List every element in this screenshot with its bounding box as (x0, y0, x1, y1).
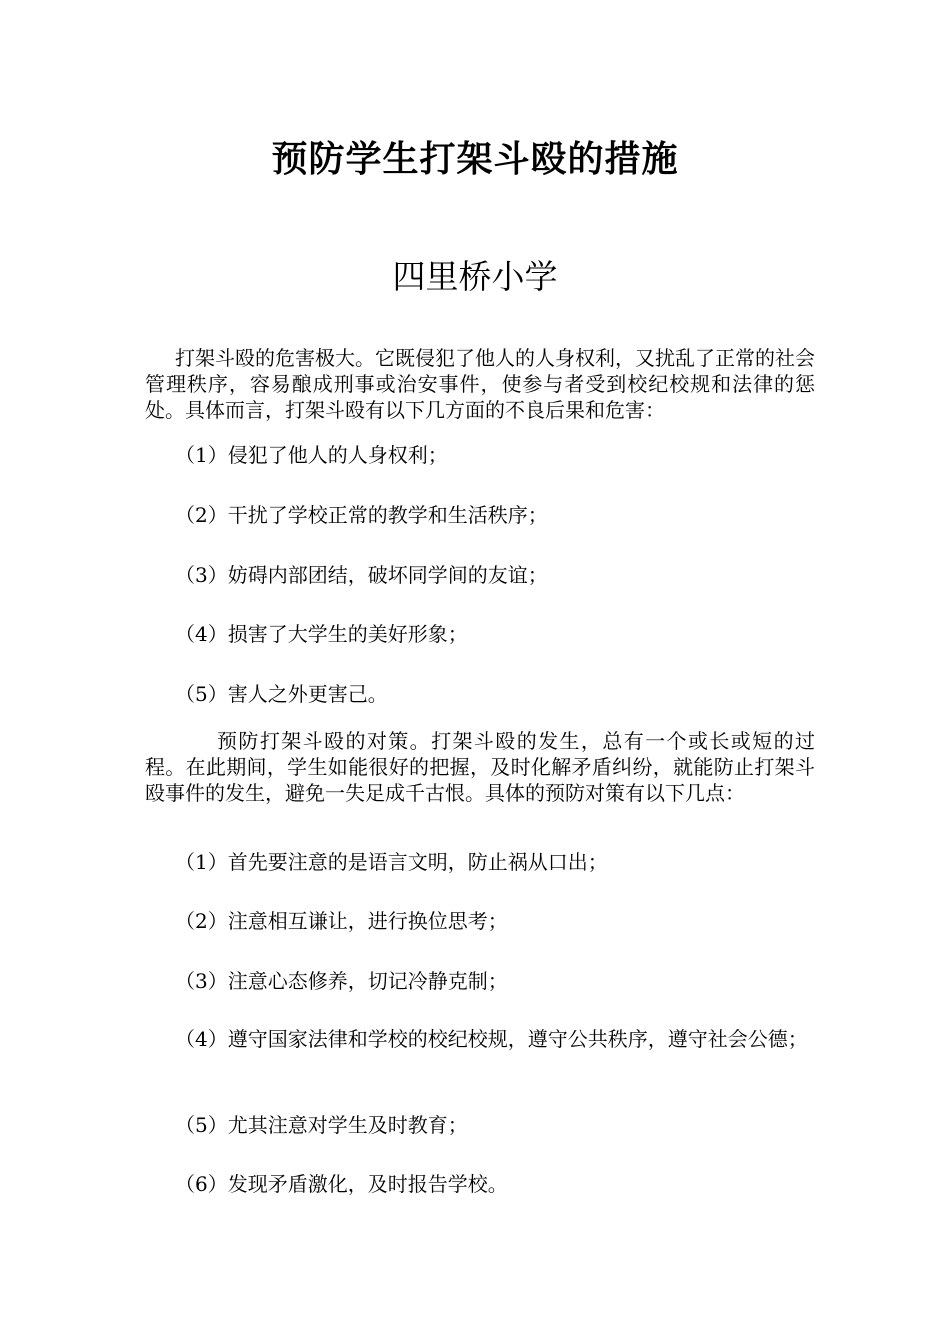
harm-item-5: （5）害人之外更害己。 (175, 682, 388, 706)
measure-item-3: （3）注意心态修养，切记冷静克制； (175, 969, 508, 993)
school-name: 四里桥小学 (392, 257, 558, 296)
measure-item-4: （4）遵守国家法律和学校的校纪校规，遵守公共秩序，遵守社会公德； (175, 1027, 808, 1051)
measure-item-5: （5）尤其注意对学生及时教育； (175, 1113, 468, 1137)
measure-item-2: （2）注意相互谦让，进行换位思考； (175, 909, 508, 933)
measure-item-6: （6）发现矛盾激化，及时报告学校。 (175, 1172, 508, 1196)
harm-item-4: （4）损害了大学生的美好形象； (175, 622, 468, 646)
harm-item-1: （1）侵犯了他人的人身权利； (175, 443, 448, 467)
harm-item-2: （2）干扰了学校正常的教学和生活秩序； (175, 503, 548, 527)
countermeasure-paragraph: 预防打架斗殴的对策。打架斗殴的发生，总有一个或长或短的过程。在此期间，学生如能很好的把握，及时化解矛盾纠纷，就能防止打架斗殴事件的发生，避免一失足成千古恨。具体的预防对策有以下几点： (145, 729, 815, 805)
harm-item-3: （3）妨碍内部团结，破坏同学间的友谊； (175, 563, 548, 587)
intro-paragraph: 打架斗殴的危害极大。它既侵犯了他人的人身权利，又扰乱了正常的社会管理秩序，容易酿成刑事或治安事件，使参与者受到校纪校规和法律的惩处。具体而言，打架斗殴有以下几方面的不良后果和危害： (145, 346, 815, 422)
measure-item-1: （1）首先要注意的是语言文明，防止祸从口出； (175, 850, 608, 874)
document-title: 预防学生打架斗殴的措施 (271, 138, 679, 180)
